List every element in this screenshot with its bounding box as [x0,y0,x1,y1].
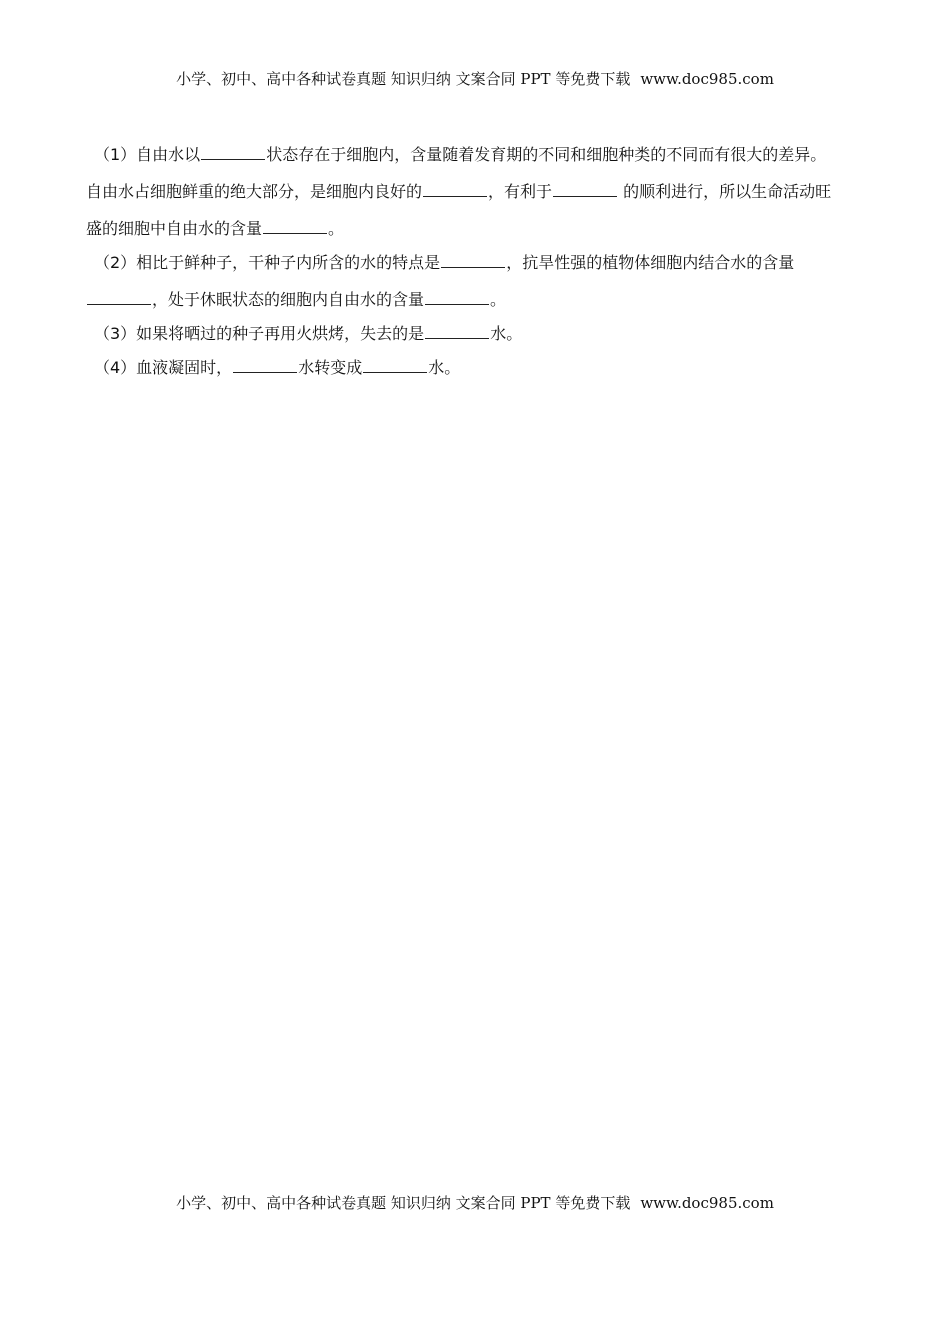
answer-blank[interactable] [201,145,265,160]
question-3-line-1 [86,322,876,356]
question-1-line-3 [86,217,876,251]
question-2-line-2 [86,288,876,322]
text-segment: （2）相比于鲜种子，干种子内所含的水的特点是 [94,253,441,272]
answer-blank[interactable] [263,219,327,234]
answer-blank[interactable] [425,324,489,339]
text-segment: （1）自由水以 [94,145,201,164]
text-segment: ，抗旱性强的植物体细胞内结合水的含量 [506,253,795,272]
text-segment: 水。 [490,324,523,343]
answer-blank[interactable] [425,290,489,305]
banner-url[interactable]: www.doc985.com [640,70,774,88]
text-segment: 盛的细胞中自由水的含量 [86,219,263,238]
answer-blank[interactable] [87,290,151,305]
text-segment: 水转变成 [298,358,363,377]
text-segment: ，处于休眠状态的细胞内自由水的含量 [152,290,425,309]
question-1-line-2 [86,180,876,217]
answer-blank[interactable] [363,358,427,373]
banner-url[interactable]: www.doc985.com [640,1194,774,1212]
text-segment: 。 [328,219,345,238]
header-banner [0,68,950,89]
banner-text: 小学、初中、高中各种试卷真题 知识归纳 文案合同 PPT 等免费下载 [176,1194,631,1212]
answer-blank[interactable] [233,358,297,373]
text-segment: 自由水占细胞鲜重的绝大部分，是细胞内良好的 [86,182,423,201]
text-segment: 状态存在于细胞内，含量随着发育期的不同和细胞种类的不同而有很大的差异。 [266,145,827,164]
answer-blank[interactable] [441,253,505,268]
text-segment: （3）如果将晒过的种子再用火烘烤，失去的是 [94,324,425,343]
text-segment: 水。 [428,358,461,377]
text-segment: ，有利于 [488,182,553,201]
question-2-line-1 [86,251,876,288]
text-segment: （4）血液凝固时， [94,358,233,377]
answer-blank[interactable] [553,182,617,197]
text-segment: 。 [490,290,507,309]
question-4-line-1 [86,356,876,393]
question-1-line-1 [86,143,876,180]
footer-banner [0,1192,950,1213]
banner-text: 小学、初中、高中各种试卷真题 知识归纳 文案合同 PPT 等免费下载 [176,70,631,88]
question-content [86,143,876,393]
text-segment: 的顺利进行，所以生命活动旺 [618,182,832,201]
answer-blank[interactable] [423,182,487,197]
